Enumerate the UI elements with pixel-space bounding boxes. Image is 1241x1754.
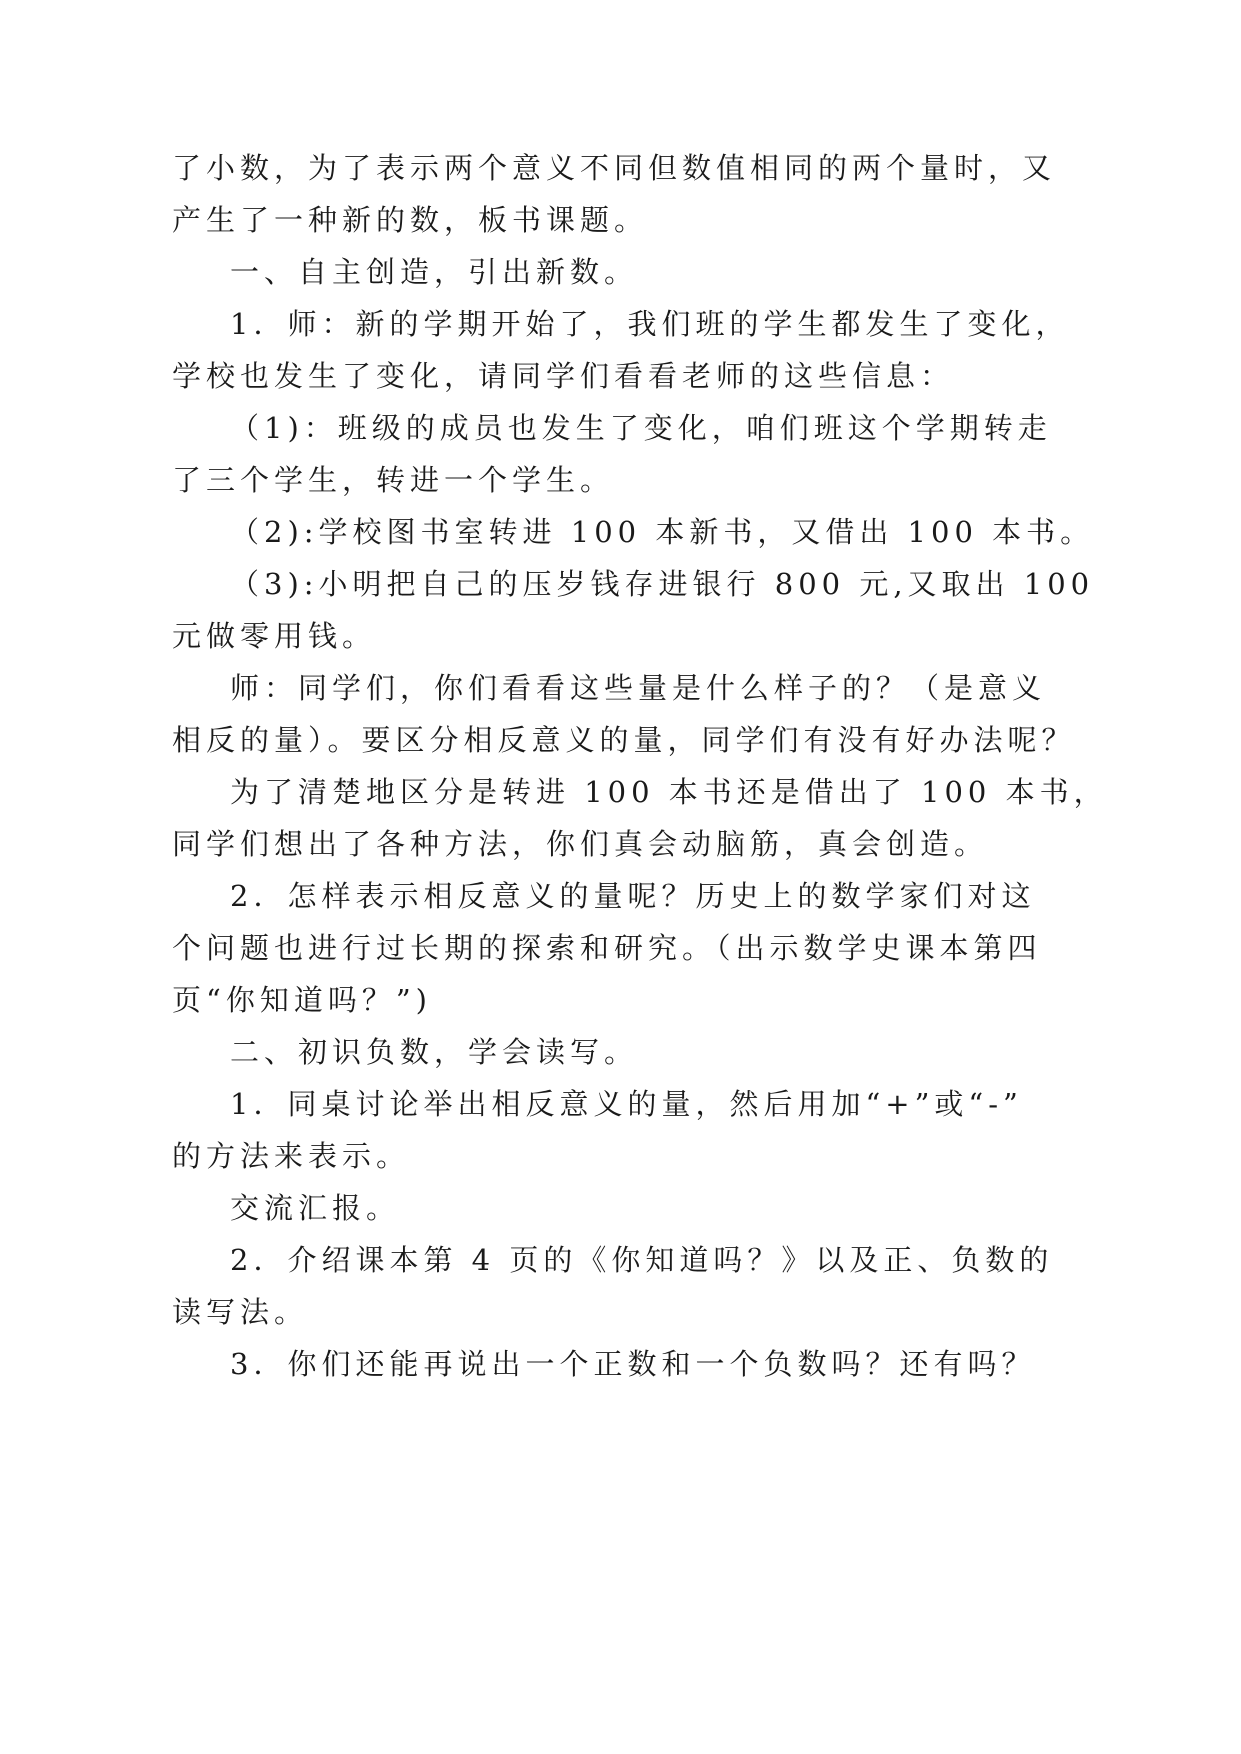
text-line: （1)：班级的成员也发生了变化，咱们班这个学期转走 [230,411,1052,445]
text-line: 的方法来表示。 [172,1139,411,1173]
text-line: 师：同学们，你们看看这些量是什么样子的？（是意义 [230,671,1047,705]
text-line: 2．介绍课本第 4 页的《你知道吗？》以及正、负数的 [230,1243,1054,1277]
text-line: 1．师：新的学期开始了，我们班的学生都发生了变化， [230,307,1070,341]
text-line: 读写法。 [172,1295,309,1329]
text-line: 页“你知道吗？”) [172,983,432,1017]
text-line: 同学们想出了各种方法，你们真会动脑筋，真会创造。 [172,827,989,861]
section-heading: 一、自主创造，引出新数。 [230,255,639,289]
text-line: 为了清楚地区分是转进 100 本书还是借出了 100 本书， [230,775,1108,809]
text-line: 交流汇报。 [230,1191,401,1225]
text-line: 了小数，为了表示两个意义不同但数值相同的两个量时，又 [172,151,1057,185]
text-line: 1．同桌讨论举出相反意义的量，然后用加“+”或“-” [230,1087,1023,1121]
text-line: 个问题也进行过长期的探索和研究。（出示数学史课本第四 [172,931,1042,965]
text-line: 了三个学生，转进一个学生。 [172,463,615,497]
text-line: 相反的量）。要区分相反意义的量，同学们有没有好办法呢？ [172,723,1076,757]
text-line: 3．你们还能再说出一个正数和一个负数吗？还有吗？ [230,1347,1036,1381]
text-line: 学校也发生了变化，请同学们看看老师的这些信息： [172,359,955,393]
text-line: （2):学校图书室转进 100 本新书，又借出 100 本书。 [230,515,1095,549]
text-line: 元做零用钱。 [172,619,377,653]
text-line: （3):小明把自己的压岁钱存进银行 800 元,又取出 100 [230,567,1095,601]
text-line: 2．怎样表示相反意义的量呢？历史上的数学家们对这 [230,879,1036,913]
section-heading: 二、初识负数，学会读写。 [230,1035,639,1069]
text-line: 产生了一种新的数，板书课题。 [172,203,649,237]
